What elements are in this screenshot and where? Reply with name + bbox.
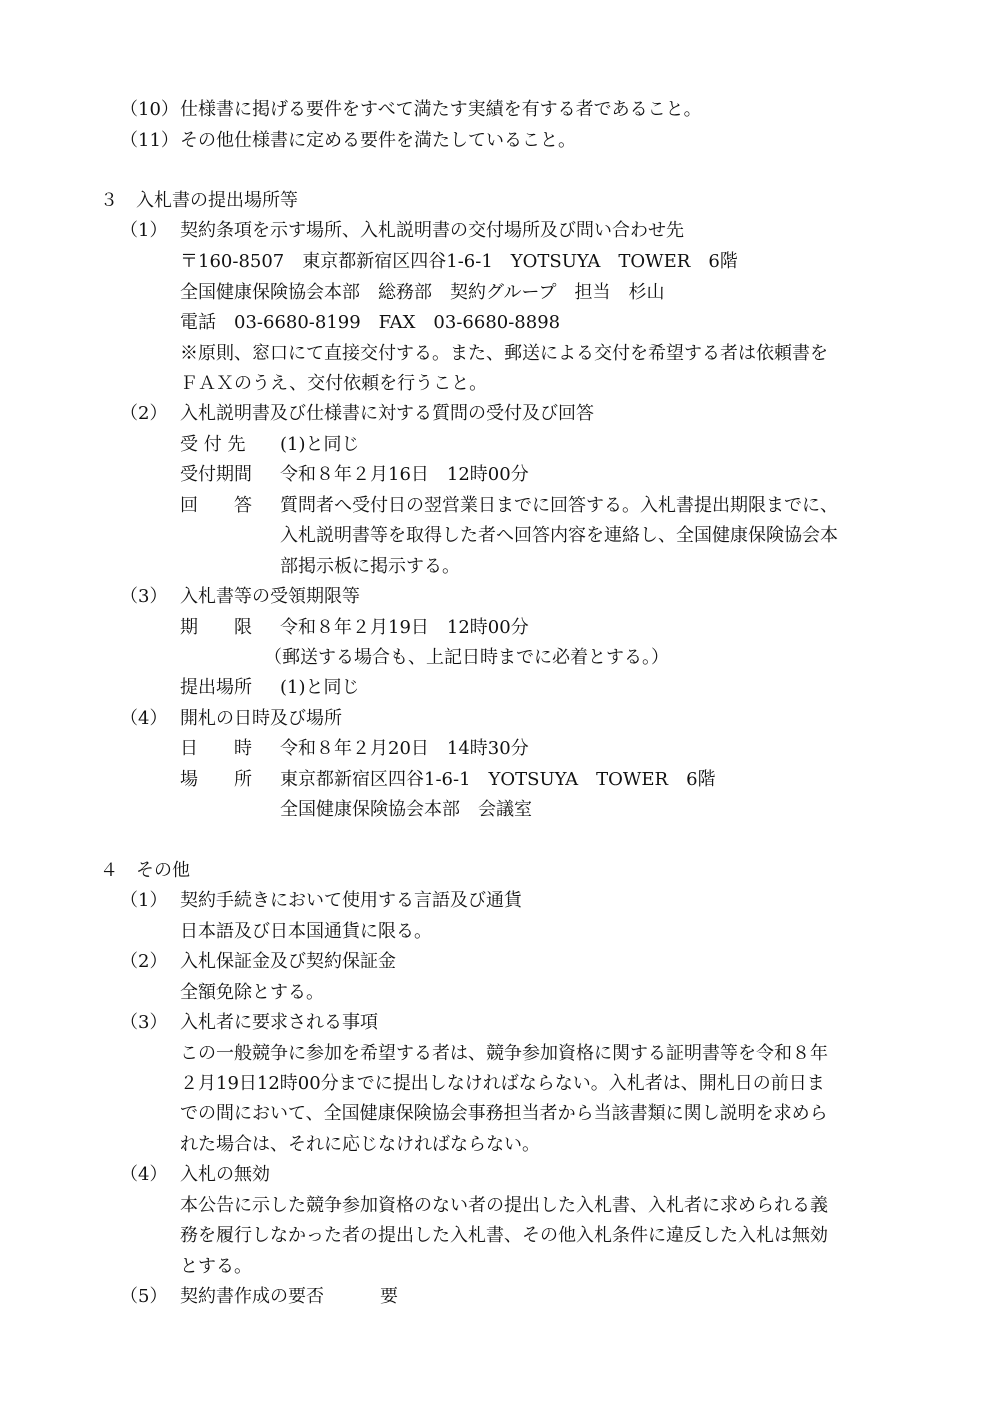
- s3-1-phone: 電話 03-6680-8199 FAX 03-6680-8898: [180, 312, 561, 333]
- s4-5-number: （5）: [120, 1286, 168, 1307]
- s3-4-date-value: 令和８年２月20日 14時30分: [280, 738, 529, 759]
- s4-1-title: 契約手続きにおいて使用する言語及び通貨: [180, 890, 522, 911]
- s4-4-number: （4）: [120, 1164, 168, 1185]
- s4-3-number: （3）: [120, 1012, 168, 1033]
- s3-1-note-line1: ※原則、窓口にて直接交付する。また、郵送による交付を希望する者は依頼書を: [180, 343, 828, 364]
- s4-2-body: 全額免除とする。: [180, 982, 324, 1003]
- s3-2-period-value: 令和８年２月16日 12時00分: [280, 464, 529, 485]
- s4-4-body-line1: 本公告に示した競争参加資格のない者の提出した入札書、入札者に求められる義: [180, 1195, 828, 1216]
- s4-5-value: 要: [380, 1286, 398, 1307]
- s4-2-number: （2）: [120, 951, 168, 972]
- s4-3-body-line2: ２月19日12時00分までに提出しなければならない。入札者は、開札日の前日ま: [180, 1073, 825, 1094]
- item-10-text: 仕様書に掲げる要件をすべて満たす実績を有する者であること。: [180, 99, 702, 120]
- s4-3-body-line1: この一般競争に参加を希望する者は、競争参加資格に関する証明書等を令和８年: [180, 1043, 828, 1064]
- s4-4-body-line2: 務を履行しなかった者の提出した入札書、その他入札条件に違反した入札は無効: [180, 1225, 828, 1246]
- s4-1-body: 日本語及び日本国通貨に限る。: [180, 921, 432, 942]
- s3-3-title: 入札書等の受領期限等: [180, 586, 360, 607]
- s3-2-answer-line1: 質問者へ受付日の翌営業日までに回答する。入札書提出期限までに、: [280, 495, 838, 516]
- s3-2-title: 入札説明書及び仕様書に対する質問の受付及び回答: [180, 403, 594, 424]
- s3-1-note-line2: ＦＡＸのうえ、交付依頼を行うこと。: [180, 373, 488, 394]
- s3-3-deadline-label: 期 限: [180, 617, 252, 638]
- s3-4-date-label: 日 時: [180, 738, 252, 759]
- s3-4-loc-value2: 全国健康保険協会本部 会議室: [280, 799, 532, 820]
- s4-1-number: （1）: [120, 890, 168, 911]
- item-10-number: （10）: [120, 99, 179, 120]
- section-4-heading: その他: [136, 860, 190, 881]
- s3-2-recv-value: (1)と同じ: [280, 434, 360, 455]
- s3-2-period-label: 受付期間: [180, 464, 252, 485]
- item-11-text: その他仕様書に定める要件を満たしていること。: [180, 130, 576, 151]
- s3-3-deadline-note: （郵送する場合も、上記日時までに必着とする。）: [264, 647, 669, 668]
- s3-1-number: （1）: [120, 220, 168, 241]
- s4-4-body-line3: とする。: [180, 1256, 252, 1277]
- s3-2-number: （2）: [120, 403, 168, 424]
- s3-4-loc-value1: 東京都新宿区四谷1-6-1 YOTSUYA TOWER 6階: [280, 769, 716, 790]
- s3-3-place-value: (1)と同じ: [280, 677, 360, 698]
- s4-5-title: 契約書作成の要否: [180, 1286, 324, 1307]
- s3-4-number: （4）: [120, 708, 168, 729]
- section-4-number: ４: [100, 860, 118, 881]
- s3-4-title: 開札の日時及び場所: [180, 708, 342, 729]
- s4-3-body-line4: れた場合は、それに応じなければならない。: [180, 1134, 540, 1155]
- item-11-number: （11）: [120, 130, 179, 151]
- s4-2-title: 入札保証金及び契約保証金: [180, 951, 396, 972]
- s3-3-place-label: 提出場所: [180, 677, 252, 698]
- s3-2-recv-label: 受 付 先: [180, 434, 246, 455]
- s3-3-deadline-value: 令和８年２月19日 12時00分: [280, 617, 529, 638]
- s3-4-loc-label: 場 所: [180, 769, 252, 790]
- s3-1-title: 契約条項を示す場所、入札説明書の交付場所及び問い合わせ先: [180, 220, 684, 241]
- s3-3-number: （3）: [120, 586, 168, 607]
- section-3-heading: 入札書の提出場所等: [136, 190, 298, 211]
- s4-3-body-line3: での間において、全国健康保険協会事務担当者から当該書類に関し説明を求めら: [180, 1103, 828, 1124]
- s3-2-answer-line3: 部掲示板に掲示する。: [280, 556, 460, 577]
- s3-2-answer-label: 回 答: [180, 495, 252, 516]
- s3-1-address: 〒160-8507 東京都新宿区四谷1-6-1 YOTSUYA TOWER 6階: [180, 251, 738, 272]
- section-3-number: ３: [100, 190, 118, 211]
- s3-2-answer-line2: 入札説明書等を取得した者へ回答内容を連絡し、全国健康保険協会本: [280, 525, 838, 546]
- s4-3-title: 入札者に要求される事項: [180, 1012, 378, 1033]
- s3-1-dept: 全国健康保険協会本部 総務部 契約グループ 担当 杉山: [180, 282, 665, 303]
- s4-4-title: 入札の無効: [180, 1164, 270, 1185]
